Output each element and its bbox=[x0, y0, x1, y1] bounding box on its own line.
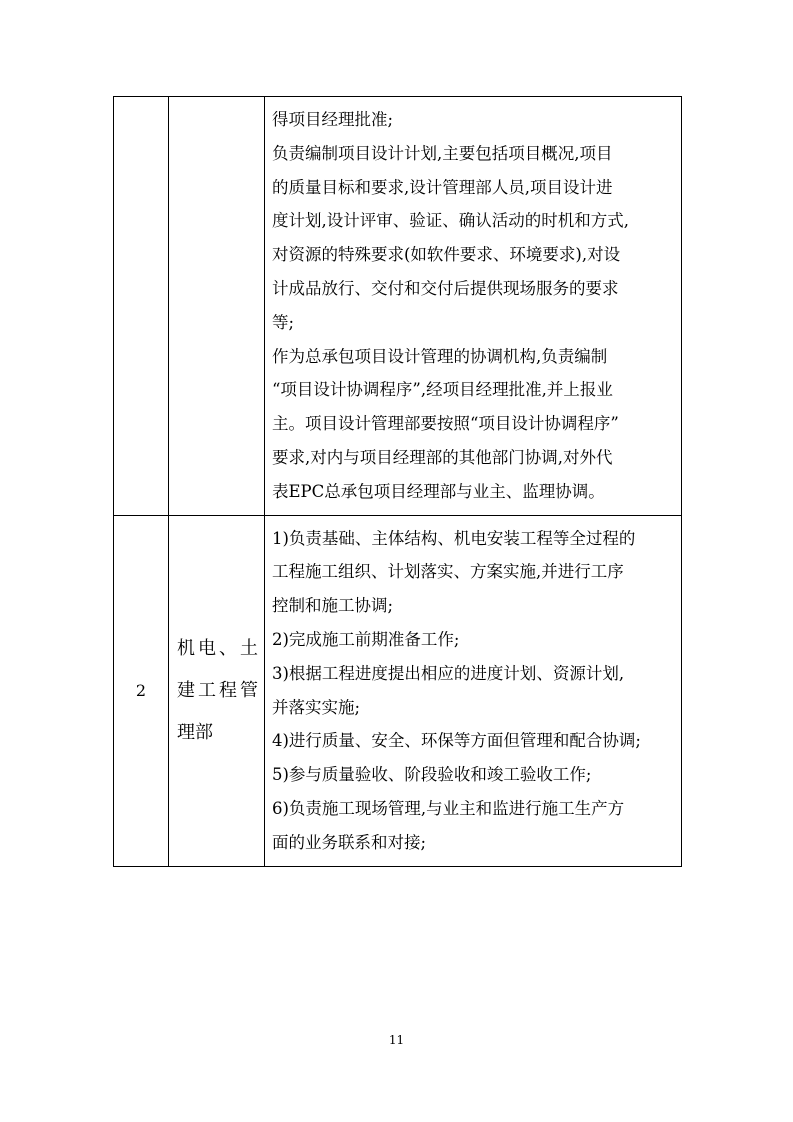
text-line: 3)根据工程进度提出相应的进度计划、资源计划, bbox=[272, 663, 625, 683]
department-cell bbox=[169, 515, 265, 866]
text-line: 工程施工组织、计划落实、方案实施,并进行工序 bbox=[272, 562, 624, 582]
department-name-line: 理部 bbox=[177, 721, 213, 743]
text-line: “项目设计协调程序”,经项目经理批准,并上报业 bbox=[272, 380, 613, 400]
text-line: 负责编制项目设计计划,主要包括项目概况,项目 bbox=[272, 143, 613, 163]
responsibility-cell bbox=[265, 515, 682, 866]
text-line: 并落实实施; bbox=[272, 697, 361, 717]
text-line: 4)进行质量、安全、环保等方面但管理和配合协调; bbox=[272, 731, 641, 751]
responsibility-cell bbox=[265, 97, 682, 516]
page-number: 11 bbox=[388, 1033, 405, 1047]
text-line: 面的业务联系和对接; bbox=[272, 832, 427, 852]
row-number-cell: 2 bbox=[114, 515, 169, 866]
text-line: 作为总承包项目设计管理的协调机构,负责编制 bbox=[272, 346, 608, 366]
text-line: 对资源的特殊要求(如软件要求、环境要求),对设 bbox=[272, 245, 621, 265]
department-name-line: 机电、土 bbox=[177, 637, 261, 659]
text-line: 控制和施工协调; bbox=[272, 596, 394, 616]
text-line: 5)参与质量验收、阶段验收和竣工验收工作; bbox=[272, 765, 592, 785]
text-line: 6)负责施工现场管理,与业主和监进行施工生产方 bbox=[272, 798, 625, 818]
text-line: 2)完成施工前期准备工作; bbox=[272, 629, 460, 649]
text-line: 度计划,设计评审、验证、确认活动的时机和方式, bbox=[272, 211, 629, 231]
responsibility-table bbox=[113, 96, 682, 867]
table-row bbox=[114, 515, 682, 866]
text-line: 等; bbox=[272, 312, 295, 332]
department-cell bbox=[169, 97, 265, 516]
row-number-cell bbox=[114, 97, 169, 516]
text-line: 表EPC总承包项目经理部与业主、监理协调。 bbox=[272, 481, 605, 501]
text-line: 得项目经理批准; bbox=[272, 110, 394, 129]
text-line: 1)负责基础、主体结构、机电安装工程等全过程的 bbox=[272, 528, 636, 548]
text-line: 要求,对内与项目经理部的其他部门协调,对外代 bbox=[272, 447, 613, 467]
department-name-line: 建工程管 bbox=[177, 679, 261, 701]
table-row bbox=[114, 97, 682, 516]
text-line: 的质量目标和要求,设计管理部人员,项目设计进 bbox=[272, 177, 613, 197]
text-line: 主。项目设计管理部要按照“项目设计协调程序” bbox=[272, 414, 619, 434]
text-line: 计成品放行、交付和交付后提供现场服务的要求 bbox=[272, 278, 619, 298]
